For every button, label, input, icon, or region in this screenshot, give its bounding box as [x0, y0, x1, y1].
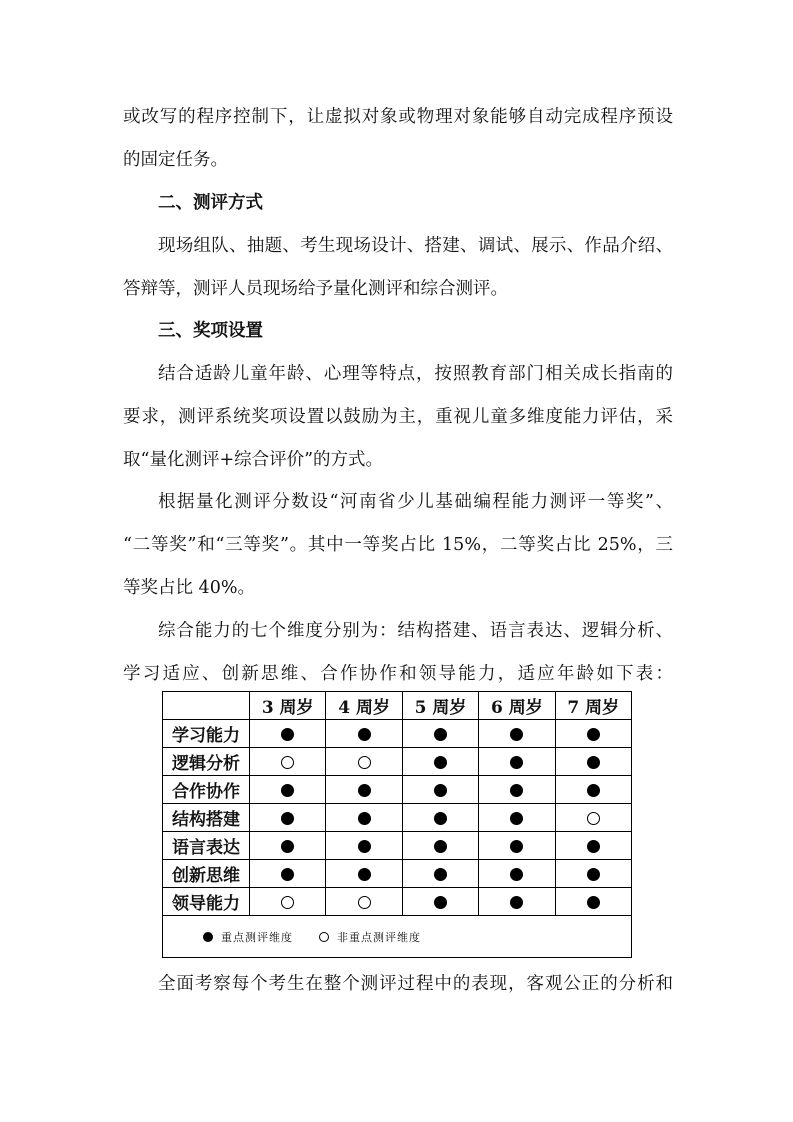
- filled-dot-icon: [434, 840, 447, 853]
- paragraph-line: 或改写的程序控制下，让虚拟对象或物理对象能够自动完成程序预设: [123, 107, 673, 127]
- paragraph-line: 的固定任务。: [123, 150, 228, 170]
- paragraph-line: 根据量化测评分数设“河南省少儿基础编程能力测评一等奖”、: [158, 492, 673, 512]
- table-cell: [479, 804, 555, 832]
- table-row: [163, 748, 632, 776]
- paragraph-line: 答辩等，测评人员现场给予量化测评和综合测评。: [123, 279, 508, 299]
- table-cell: [402, 860, 478, 888]
- paragraph-line: 等奖占比 40%。: [123, 578, 255, 598]
- table-row: [163, 804, 632, 832]
- table-cell: [479, 748, 555, 776]
- column-header: 6 周岁: [479, 692, 555, 720]
- table-row: [163, 720, 632, 748]
- hollow-dot-icon: [358, 756, 371, 769]
- row-label: 结构搭建: [163, 804, 250, 832]
- table-cell: [250, 776, 326, 804]
- filled-dot-icon: [587, 728, 600, 741]
- filled-dot-icon: [510, 812, 523, 825]
- filled-dot-icon: [510, 784, 523, 797]
- table-cell: [402, 776, 478, 804]
- filled-dot-icon: [510, 756, 523, 769]
- filled-dot-icon: [358, 868, 371, 881]
- table-cell: [555, 720, 631, 748]
- hollow-dot-icon: [587, 812, 600, 825]
- table-cell: [326, 776, 402, 804]
- table-cell: [250, 804, 326, 832]
- legend-item-hollow: [319, 929, 421, 945]
- table-cell: [326, 832, 402, 860]
- column-header: 7 周岁: [555, 692, 631, 720]
- filled-dot-icon: [587, 784, 600, 797]
- filled-dot-icon: [434, 896, 447, 909]
- paragraph-line: 要求，测评系统奖项设置以鼓励为主，重视儿童多维度能力评估，采: [123, 407, 673, 427]
- column-header: 4 周岁: [326, 692, 402, 720]
- section-heading: 二、测评方式: [158, 193, 263, 213]
- row-label: 学习能力: [163, 720, 250, 748]
- filled-dot-icon: [510, 728, 523, 741]
- table-cell: [250, 860, 326, 888]
- hollow-dot-icon: [281, 896, 294, 909]
- column-header: 3 周岁: [250, 692, 326, 720]
- filled-dot-icon: [587, 868, 600, 881]
- table-header-row: [163, 692, 632, 720]
- column-header: 5 周岁: [402, 692, 478, 720]
- table-cell: [326, 888, 402, 916]
- table-cell: [326, 748, 402, 776]
- legend-label: 非重点测评维度: [337, 930, 421, 944]
- legend-cell: [163, 916, 632, 958]
- section-heading: 三、奖项设置: [158, 321, 263, 341]
- hollow-dot-icon: [358, 896, 371, 909]
- table-cell: [250, 748, 326, 776]
- table-row: [163, 832, 632, 860]
- hollow-dot-icon: [319, 932, 329, 942]
- table-cell: [555, 776, 631, 804]
- filled-dot-icon: [510, 868, 523, 881]
- row-label: 逻辑分析: [163, 748, 250, 776]
- table-cell: [402, 748, 478, 776]
- table-cell: [402, 720, 478, 748]
- paragraph-line: 学习适应、创新思维、合作协作和领导能力，适应年龄如下表：: [123, 664, 673, 684]
- filled-dot-icon: [434, 868, 447, 881]
- filled-dot-icon: [358, 784, 371, 797]
- table-cell: [479, 776, 555, 804]
- filled-dot-icon: [358, 812, 371, 825]
- table-cell: [402, 832, 478, 860]
- table-cell: [250, 888, 326, 916]
- filled-dot-icon: [358, 840, 371, 853]
- table-cell: [479, 720, 555, 748]
- corner-cell: [163, 692, 250, 720]
- filled-dot-icon: [281, 812, 294, 825]
- filled-dot-icon: [434, 812, 447, 825]
- filled-dot-icon: [587, 840, 600, 853]
- hollow-dot-icon: [281, 756, 294, 769]
- table-row: [163, 860, 632, 888]
- table-cell: [555, 860, 631, 888]
- table-row: [163, 776, 632, 804]
- table-cell: [250, 720, 326, 748]
- legend-label: 重点测评维度: [221, 930, 293, 944]
- row-label: 语言表达: [163, 832, 250, 860]
- paragraph-line: 全面考察每个考生在整个测评过程中的表现，客观公正的分析和: [158, 974, 673, 994]
- paragraph-line: “二等奖”和“三等奖”。其中一等奖占比 15%，二等奖占比 25%，三: [123, 535, 673, 555]
- table-cell: [326, 720, 402, 748]
- table-cell: [555, 832, 631, 860]
- table-cell: [326, 804, 402, 832]
- table-cell: [479, 832, 555, 860]
- table-cell: [555, 888, 631, 916]
- paragraph-line: 取“量化测评+综合评价”的方式。: [123, 450, 384, 470]
- filled-dot-icon: [434, 756, 447, 769]
- filled-dot-icon: [281, 868, 294, 881]
- legend: [163, 929, 631, 945]
- table-cell: [326, 860, 402, 888]
- filled-dot-icon: [358, 728, 371, 741]
- age-dimension-table: [162, 691, 632, 958]
- filled-dot-icon: [281, 840, 294, 853]
- table-cell: [250, 832, 326, 860]
- table-cell: [402, 804, 478, 832]
- paragraph-line: 综合能力的七个维度分别为：结构搭建、语言表达、逻辑分析、: [158, 621, 673, 641]
- filled-dot-icon: [434, 784, 447, 797]
- table-cell: [555, 804, 631, 832]
- filled-dot-icon: [510, 840, 523, 853]
- row-label: 创新思维: [163, 860, 250, 888]
- row-label: 合作协作: [163, 776, 250, 804]
- filled-dot-icon: [587, 896, 600, 909]
- paragraph-line: 结合适龄儿童年龄、心理等特点，按照教育部门相关成长指南的: [158, 364, 673, 384]
- legend-item-filled: [203, 929, 293, 945]
- filled-dot-icon: [434, 728, 447, 741]
- filled-dot-icon: [281, 784, 294, 797]
- row-label: 领导能力: [163, 888, 250, 916]
- table-row: [163, 888, 632, 916]
- filled-dot-icon: [281, 728, 294, 741]
- filled-dot-icon: [203, 932, 213, 942]
- filled-dot-icon: [587, 756, 600, 769]
- table-cell: [555, 748, 631, 776]
- paragraph-line: 现场组队、抽题、考生现场设计、搭建、调试、展示、作品介绍、: [158, 236, 673, 256]
- table-cell: [479, 888, 555, 916]
- filled-dot-icon: [510, 896, 523, 909]
- table-cell: [479, 860, 555, 888]
- legend-row: [163, 916, 632, 958]
- table-cell: [402, 888, 478, 916]
